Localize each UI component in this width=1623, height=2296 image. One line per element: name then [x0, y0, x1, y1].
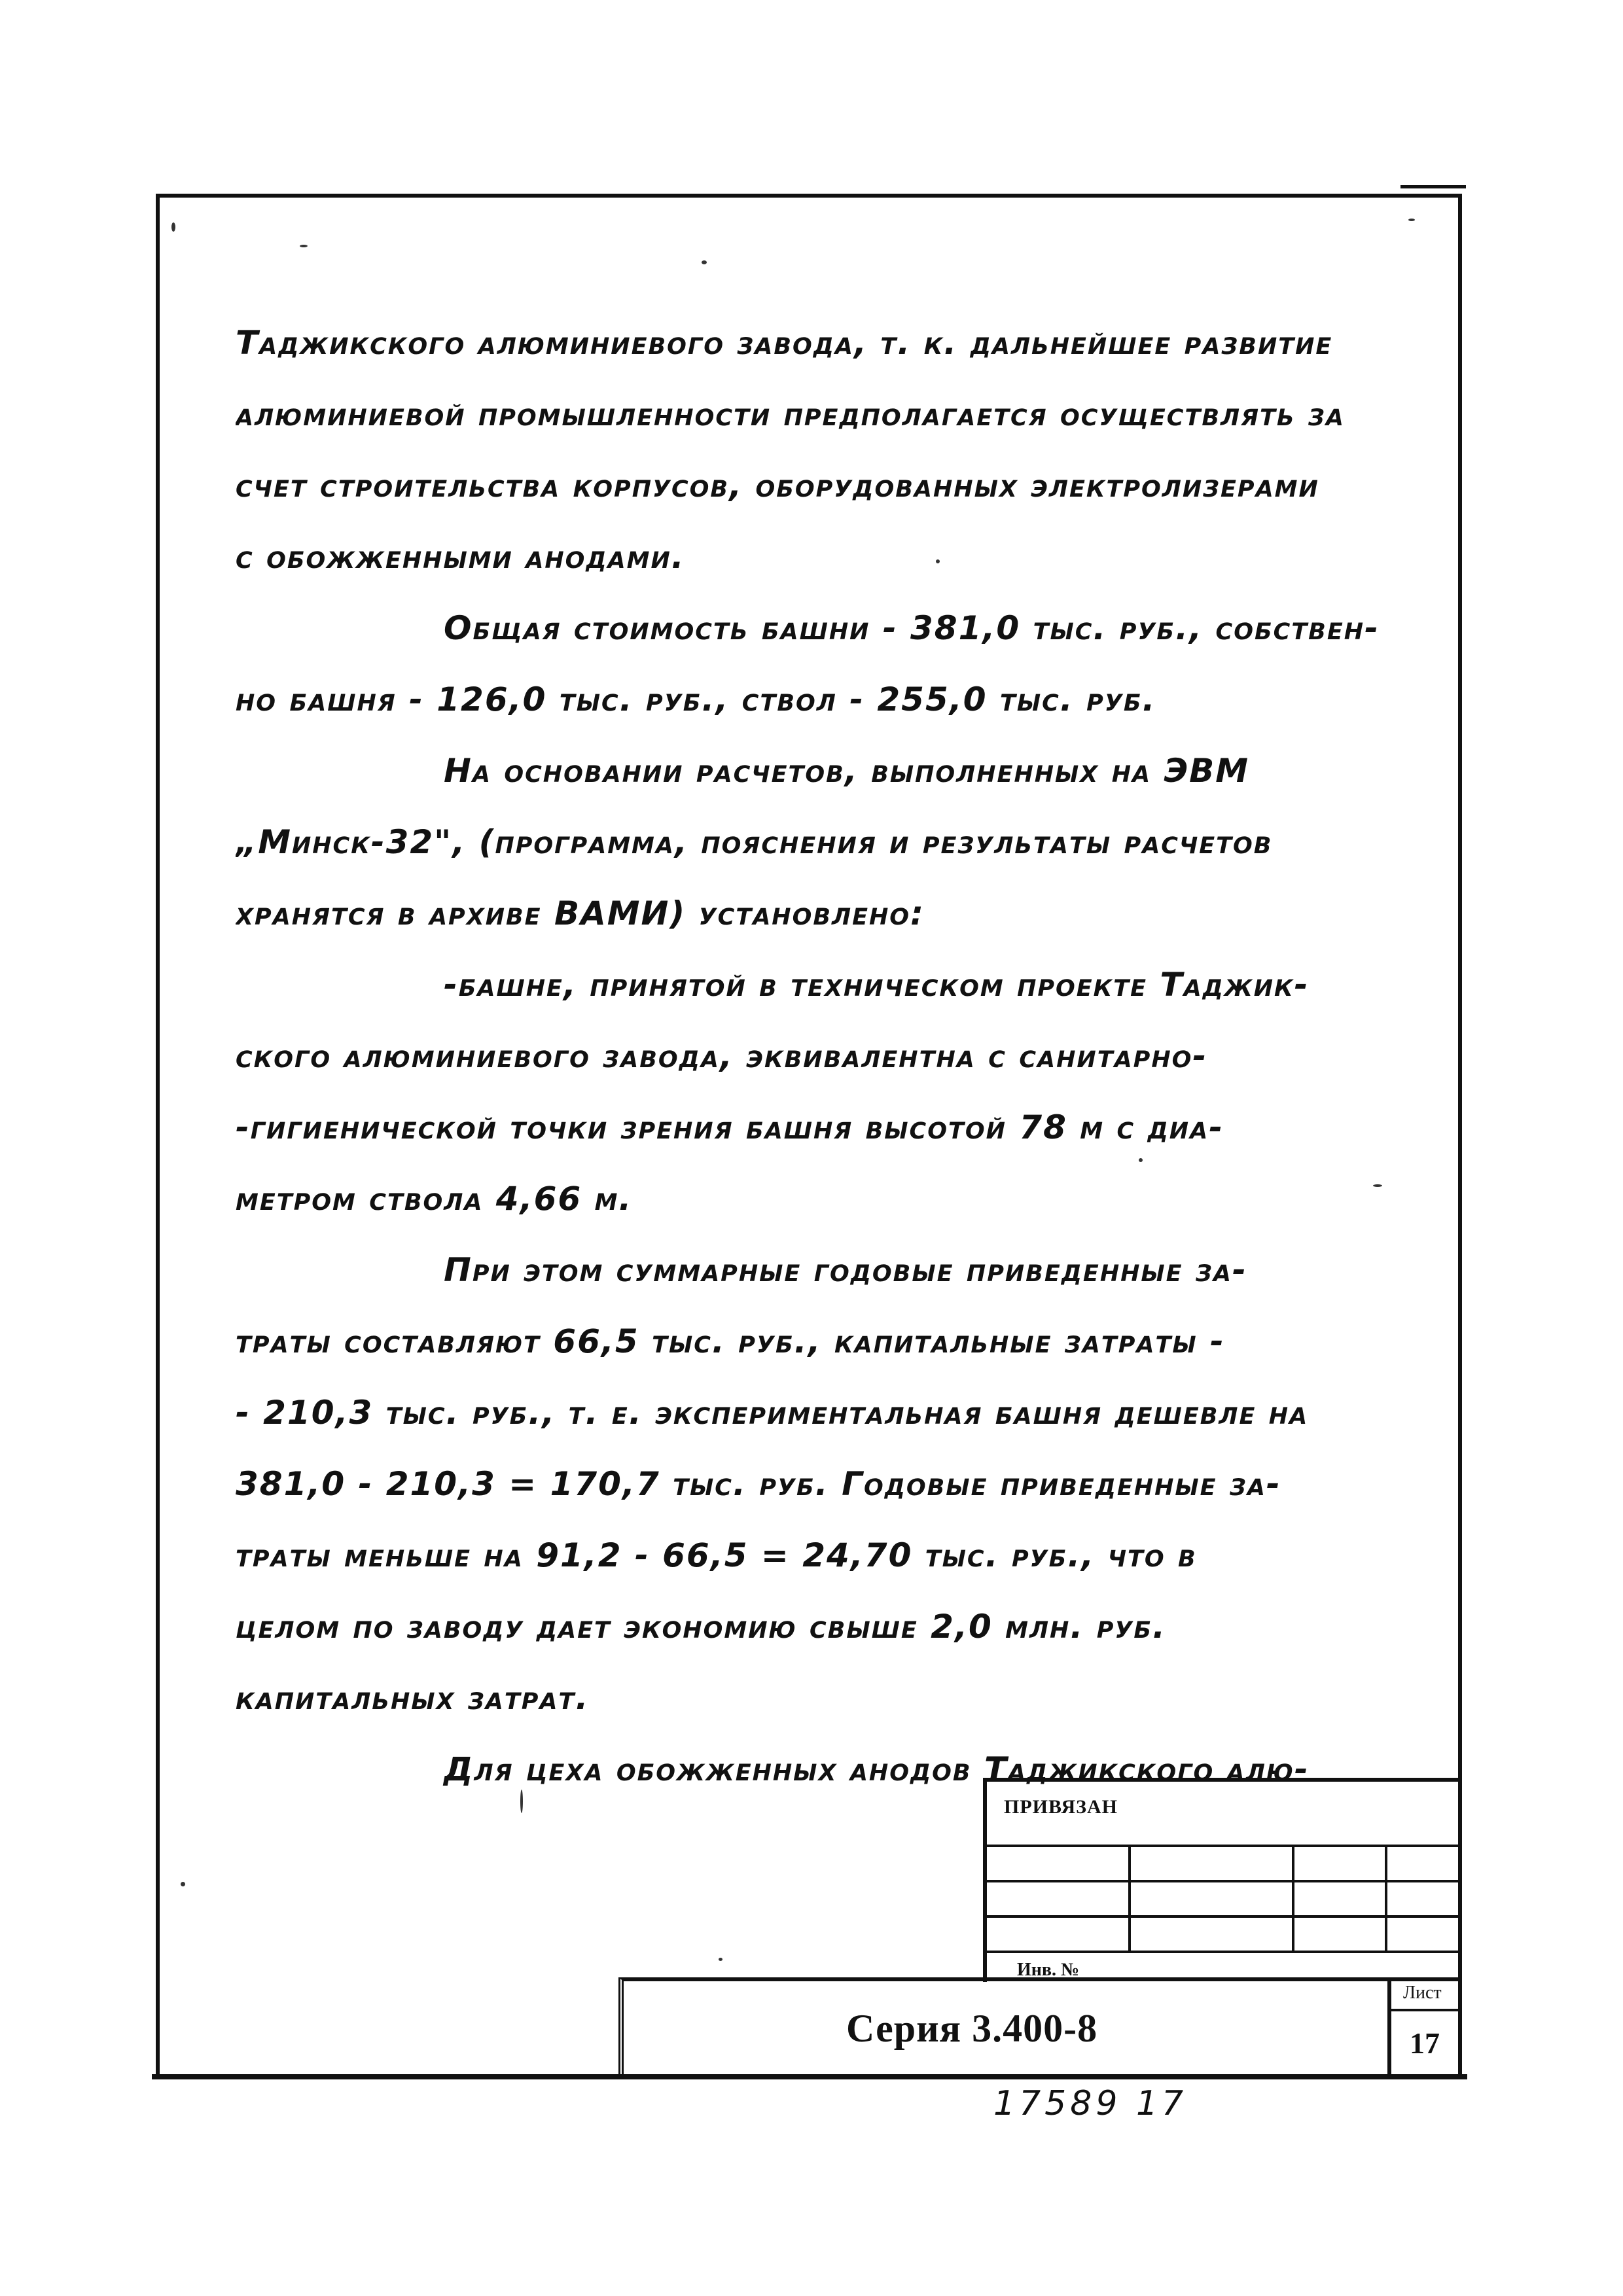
title-block-rule — [987, 1845, 1459, 1847]
privyazan-label: ПРИВЯЗАН — [1004, 1796, 1118, 1818]
scan-speck — [300, 245, 308, 247]
text-line: -башне, принятой в техническом проекте Таджик- — [444, 966, 1310, 1004]
scan-speck — [1408, 219, 1415, 221]
registration-number: 17589 17 — [993, 2084, 1188, 2123]
text-line: капитальных затрат. — [236, 1679, 590, 1717]
sheet-number: 17 — [1410, 2026, 1440, 2060]
frame-top-tick — [1400, 185, 1466, 188]
text-line: траты составляют 66,5 тыс. руб., капитальные затраты - — [236, 1322, 1225, 1360]
text-line: На основании расчетов, выполненных на ЭВМ — [444, 752, 1250, 790]
scan-speck — [171, 222, 175, 232]
text-line: но башня - 126,0 тыс. руб., ствол - 255,0 тыс. руб. — [236, 680, 1156, 718]
text-line: 381,0 - 210,3 = 170,7 тыс. руб. Годовые приведенные за- — [236, 1465, 1281, 1503]
text-line: счет строительства корпусов, оборудованных электролизерами — [236, 467, 1319, 504]
text-line: хранятся в архиве ВАМИ) установлено: — [236, 894, 925, 932]
title-block-rule — [987, 1880, 1459, 1882]
title-block-sheet — [1387, 1977, 1459, 2075]
text-line: Таджикского алюминиевого завода, т. к. дальнейшее развитие — [236, 324, 1333, 362]
text-line: целом по заводу дает экономию свыше 2,0 млн. руб. — [236, 1608, 1167, 1646]
text-line: „Минск-32", (программа, пояснения и результаты расчетов — [236, 823, 1273, 861]
title-block-rule — [987, 1951, 1459, 1953]
text-line: Для цеха обожженных анодов Таджикского алю- — [444, 1750, 1310, 1788]
text-line: траты меньше на 91,2 - 66,5 = 24,70 тыс. руб., что в — [236, 1536, 1197, 1574]
text-line: ского алюминиевого завода, эквивалентна с санитарно- — [236, 1037, 1208, 1075]
title-block-divider — [1385, 1845, 1387, 1951]
text-line: -гигиенической точки зрения башня высотой 78 м с диа- — [236, 1108, 1224, 1146]
inventory-number-label: Инв. № — [1017, 1960, 1080, 1980]
title-block-privyazan — [983, 1778, 1459, 1982]
scan-speck — [719, 1958, 722, 1961]
text-line: метром ствола 4,66 м. — [236, 1180, 633, 1218]
title-block-rule — [987, 1915, 1459, 1918]
title-block-divider — [1128, 1845, 1131, 1951]
text-line: - 210,3 тыс. руб., т. е. экспериментальная башня дешевле на — [236, 1394, 1309, 1432]
text-line: При этом суммарные годовые приведенные за- — [444, 1251, 1247, 1289]
title-block-series — [618, 1977, 1459, 2075]
series-designation: Серия 3.400-8 — [846, 2007, 1098, 2050]
sheet-divider — [1391, 2009, 1459, 2011]
title-block-divider — [1292, 1845, 1294, 1951]
body-text — [236, 308, 1407, 1805]
scan-speck — [181, 1882, 185, 1886]
text-line: алюминиевой промышленности предполагается осуществлять за — [236, 395, 1345, 433]
text-line: с обожженными анодами. — [236, 538, 685, 576]
text-line: Общая стоимость башни - 381,0 тыс. руб., собствен- — [444, 609, 1380, 647]
scan-speck — [702, 260, 707, 264]
sheet-label: Лист — [1403, 1983, 1442, 2003]
